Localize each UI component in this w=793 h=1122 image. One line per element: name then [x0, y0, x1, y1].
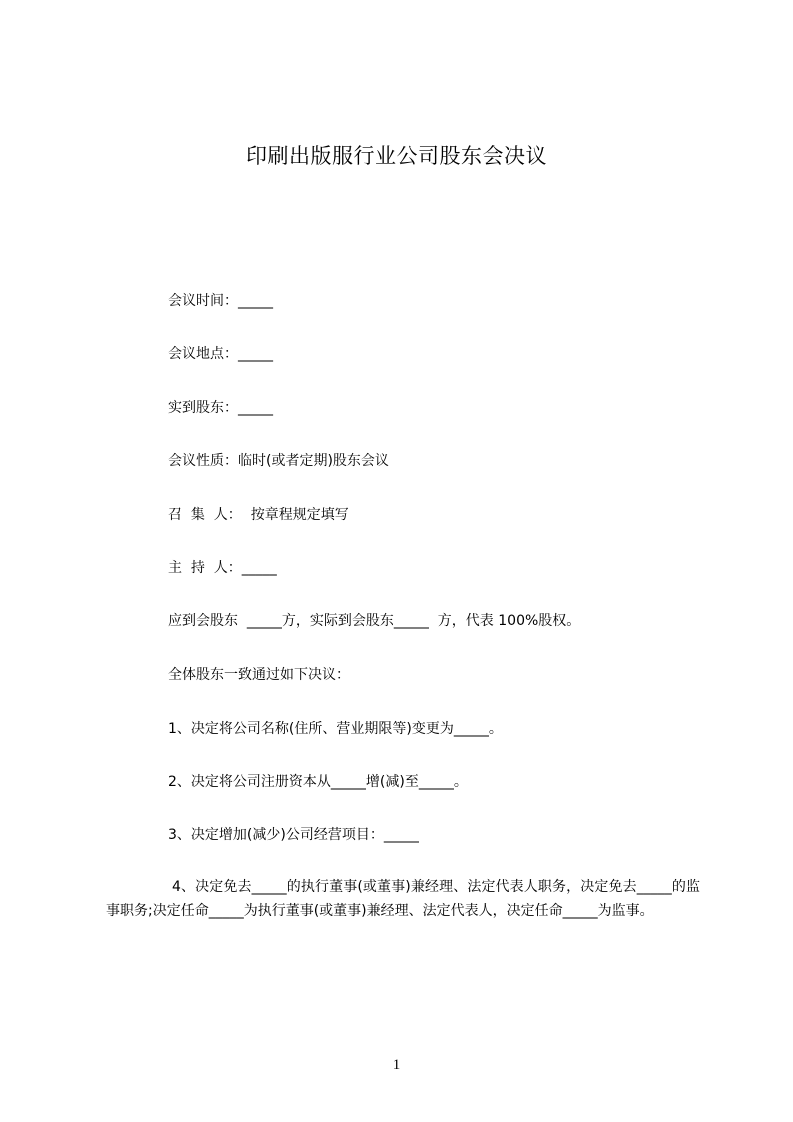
meeting-nature-line: 会议性质：临时(或者定期)股东会议 — [168, 453, 389, 469]
resolution-intro-line: 全体股东一致通过如下决议： — [168, 667, 350, 683]
meeting-place-line: 会议地点：_____ — [168, 346, 273, 362]
resolution-4-paragraph: 4、决定免去_____的执行董事(或董事)兼经理、法定代表人职务，决定免去_____的监事职务;决定任命_____为执行董事(或董事)兼经理、法定代表人，决定任命_____为监事。 — [106, 879, 700, 919]
attending-shareholders-line: 实到股东：_____ — [168, 400, 273, 416]
attendance-line: 应到会股东 _____方，实际到会股东_____ 方，代表 100%股权。 — [168, 613, 581, 629]
chairperson-line: 主 持 人：_____ — [168, 560, 277, 576]
meeting-time-line: 会议时间：_____ — [168, 293, 273, 309]
page-number: 1 — [392, 1057, 401, 1073]
resolution-1-line: 1、决定将公司名称(住所、营业期限等)变更为_____。 — [168, 721, 503, 737]
resolution-3-line: 3、决定增加(减少)公司经营项目：_____ — [168, 827, 419, 843]
convener-line: 召 集 人： 按章程规定填写 — [168, 507, 349, 523]
resolution-2-line: 2、决定将公司注册资本从_____增(减)至_____。 — [168, 774, 468, 790]
document-title: 印刷出版服行业公司股东会决议 — [246, 144, 547, 168]
